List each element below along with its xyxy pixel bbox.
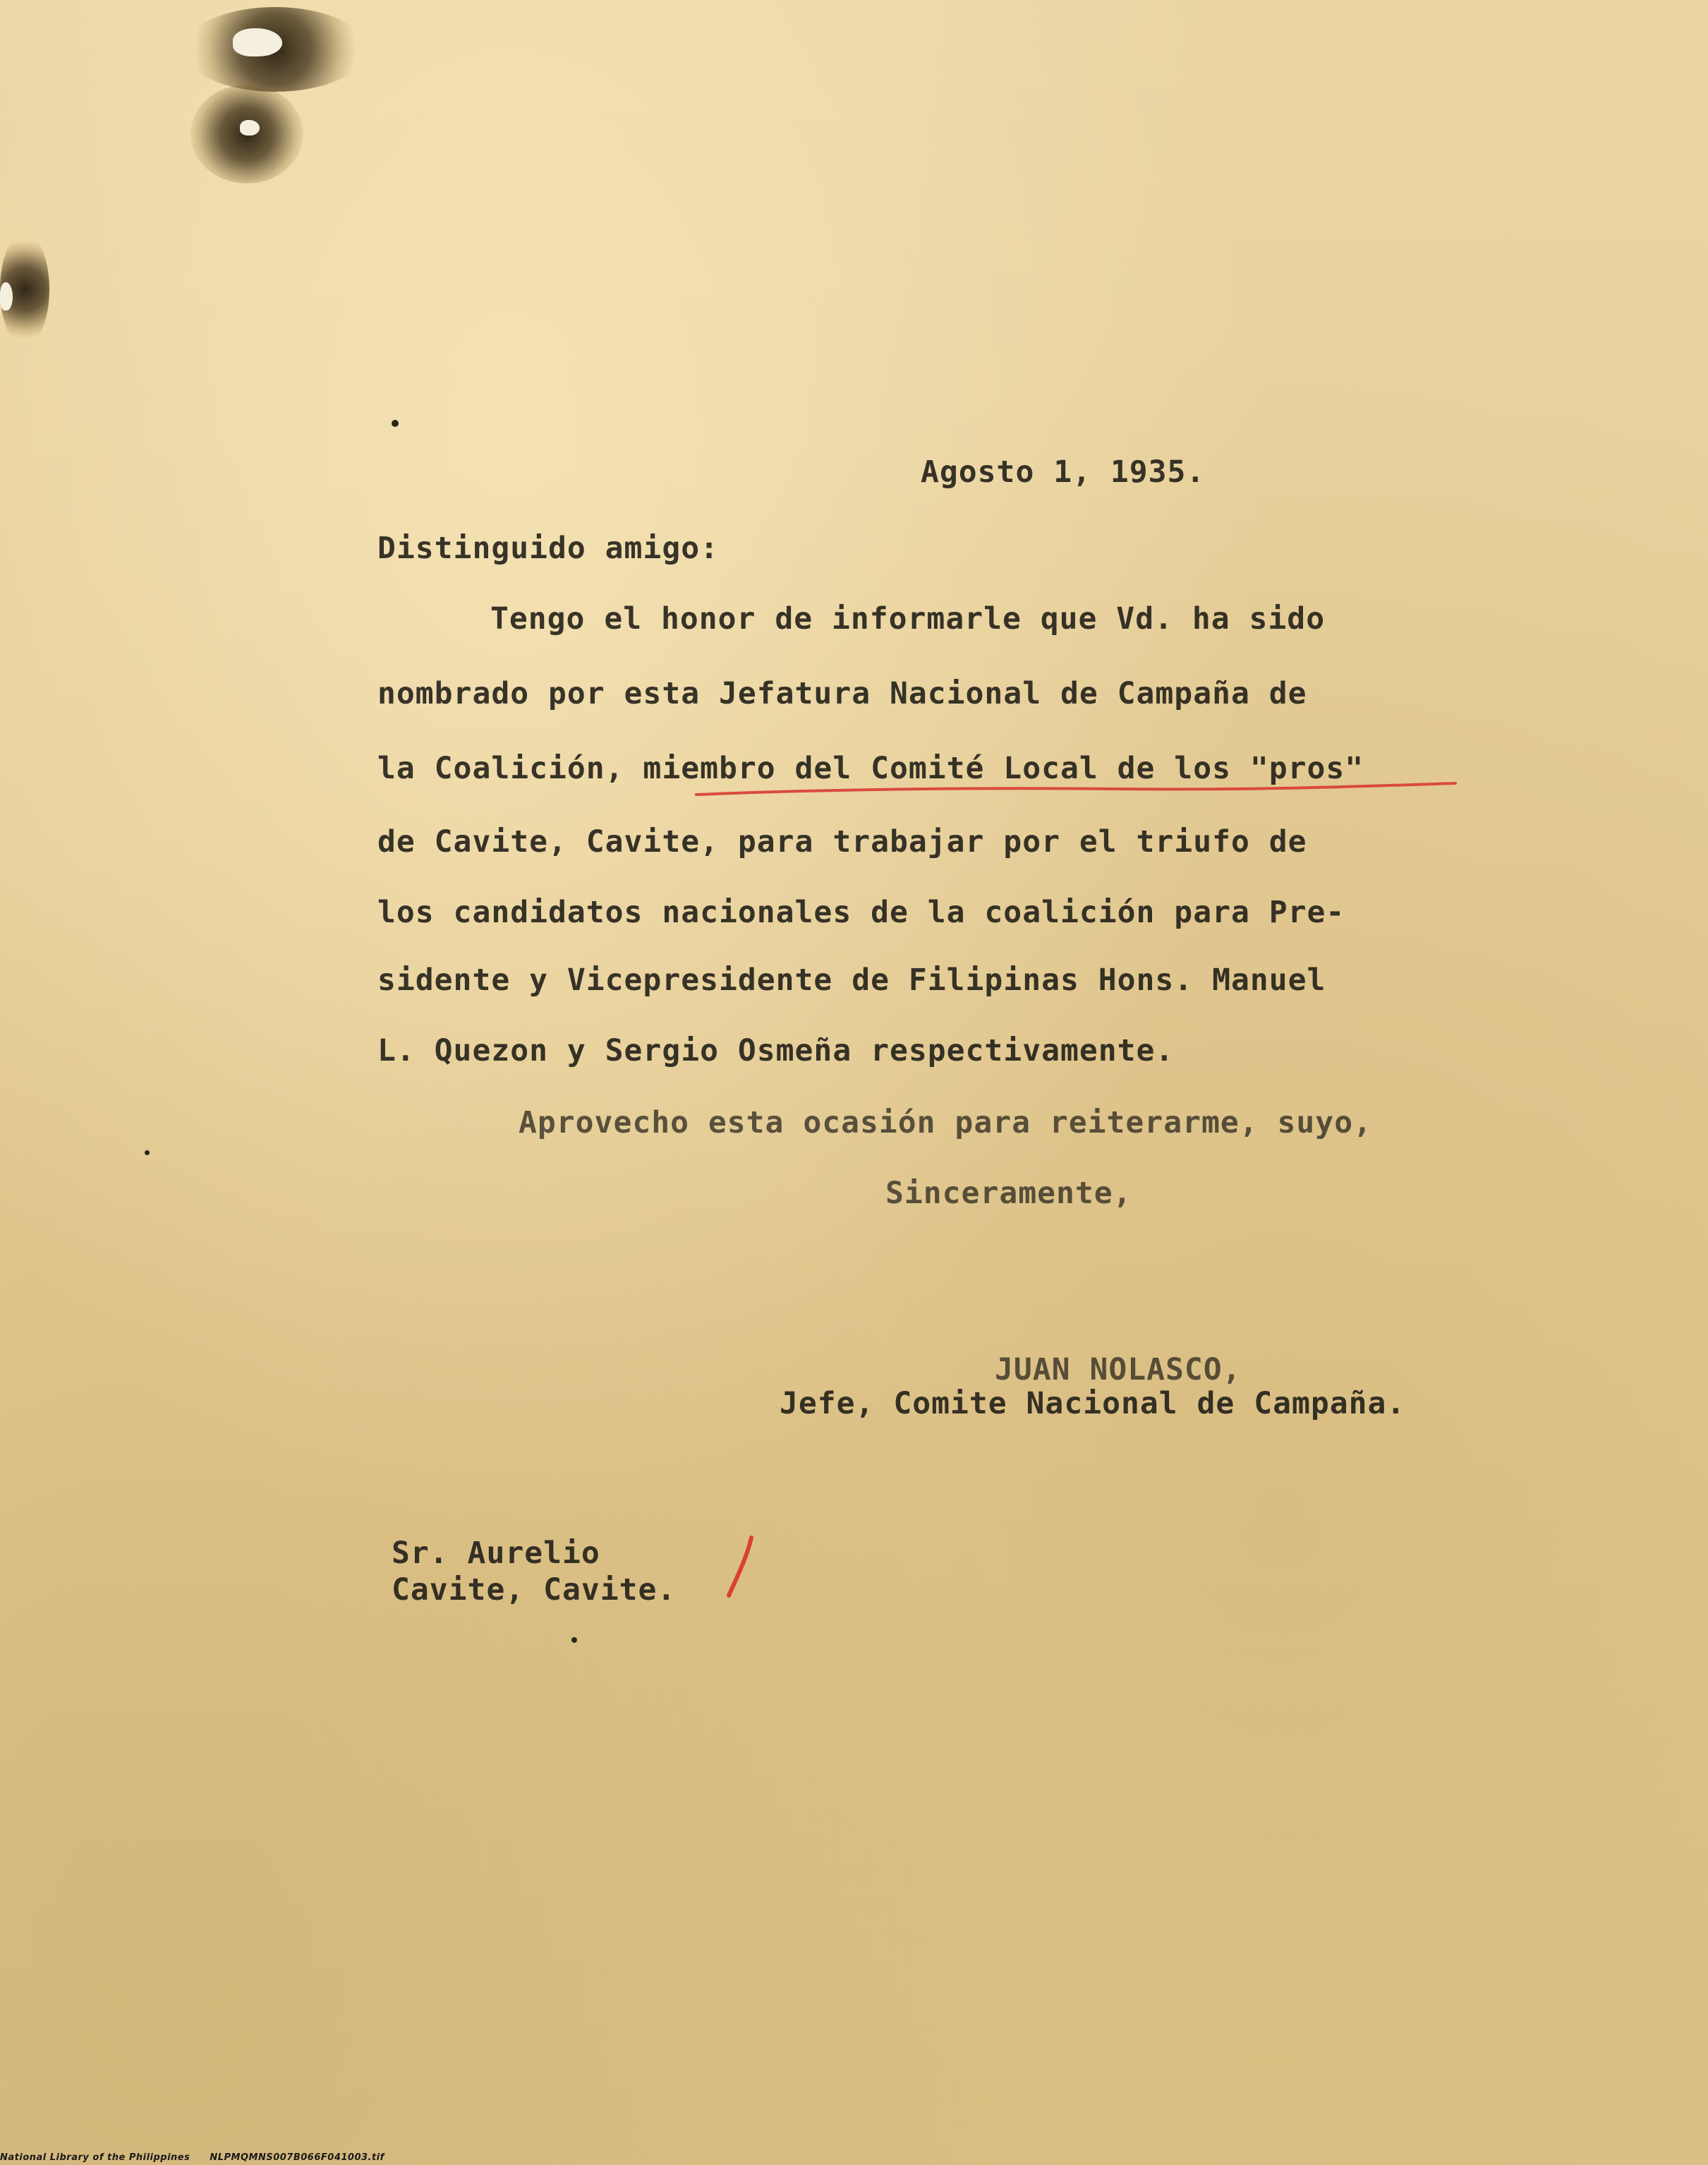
- recipient-name: Sr. Aurelio: [392, 1536, 600, 1571]
- paper-hole: [0, 282, 13, 310]
- archive-footer: [0, 2152, 384, 2163]
- ink-speck: [571, 1637, 577, 1643]
- ink-speck: [392, 420, 399, 427]
- signer-title: Jefe, Comite Nacional de Campaña.: [780, 1386, 1406, 1421]
- body-line: L. Quezon y Sergio Osmeña respectivamente.: [377, 1033, 1175, 1068]
- recipient-place: Cavite, Cavite.: [392, 1572, 677, 1608]
- body-line: los candidatos nacionales de la coalición para Pre-: [377, 895, 1345, 930]
- paper-hole: [240, 120, 260, 135]
- body-line: sidente y Vicepresidente de Filipinas Hons. Manuel: [377, 963, 1326, 998]
- body-line: de Cavite, Cavite, para trabajar por el triufo de: [377, 824, 1307, 860]
- letter-salutation: Distinguido amigo:: [377, 531, 719, 566]
- red-underline-mark: [695, 782, 1457, 800]
- footer-institution: National Library of the Philippines: [0, 2152, 190, 2163]
- closing-line: Aprovecho esta ocasión para reiterarme, suyo,: [519, 1105, 1372, 1140]
- ink-speck: [145, 1150, 150, 1155]
- body-line: la Coalición, miembro del Comité Local de los "pros": [377, 751, 1364, 786]
- paper-hole: [233, 28, 282, 56]
- body-line: Tengo el honor de informarle que Vd. ha sido: [490, 601, 1326, 637]
- footer-reference: NLPMQMNS007B066F041003.tif: [210, 2152, 384, 2163]
- letter-date: Agosto 1, 1935.: [921, 454, 1206, 490]
- body-line: nombrado por esta Jefatura Nacional de Campaña de: [377, 676, 1307, 711]
- red-check-mark: [723, 1535, 758, 1598]
- signer-name: JUAN NOLASCO,: [995, 1352, 1242, 1387]
- valediction: Sinceramente,: [885, 1176, 1132, 1211]
